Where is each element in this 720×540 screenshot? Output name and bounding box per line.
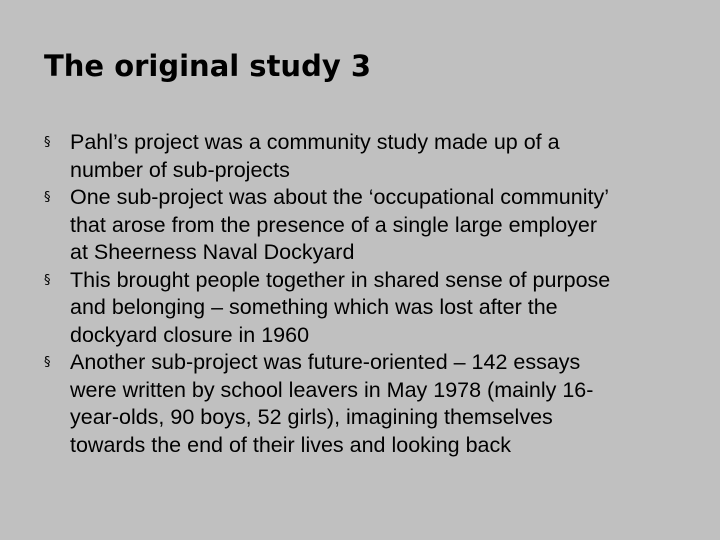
bullet-text: This brought people together in shared sense of purpose and belonging – something which was lost after the dockyard closure in 1960	[70, 267, 611, 347]
bullet-text: One sub-project was about the ‘occupational community’ that arose from the presence of a single large employer at Sheerness Naval Dockyard	[70, 185, 609, 264]
bullet-item	[44, 129, 684, 184]
bullet-list	[44, 129, 684, 459]
bullet-marker-icon: §	[44, 190, 51, 205]
bullet-marker-icon: §	[44, 355, 51, 370]
slide-title: The original study 3	[44, 49, 372, 83]
bullet-text: Another sub-project was future-oriented – 142 essays were written by school leavers in May 1978 (mainly 16- year-olds, 90 boys, 52 girls), imagining themselves towards the end of their lives and looking back	[70, 350, 594, 457]
bullet-item	[44, 184, 684, 267]
bullet-marker-icon: §	[44, 272, 51, 288]
bullet-marker-icon: §	[44, 135, 51, 150]
bullet-item	[44, 349, 684, 459]
bullet-item	[44, 267, 684, 350]
bullet-text: Pahl’s project was a community study made up of a number of sub-projects	[70, 130, 560, 182]
